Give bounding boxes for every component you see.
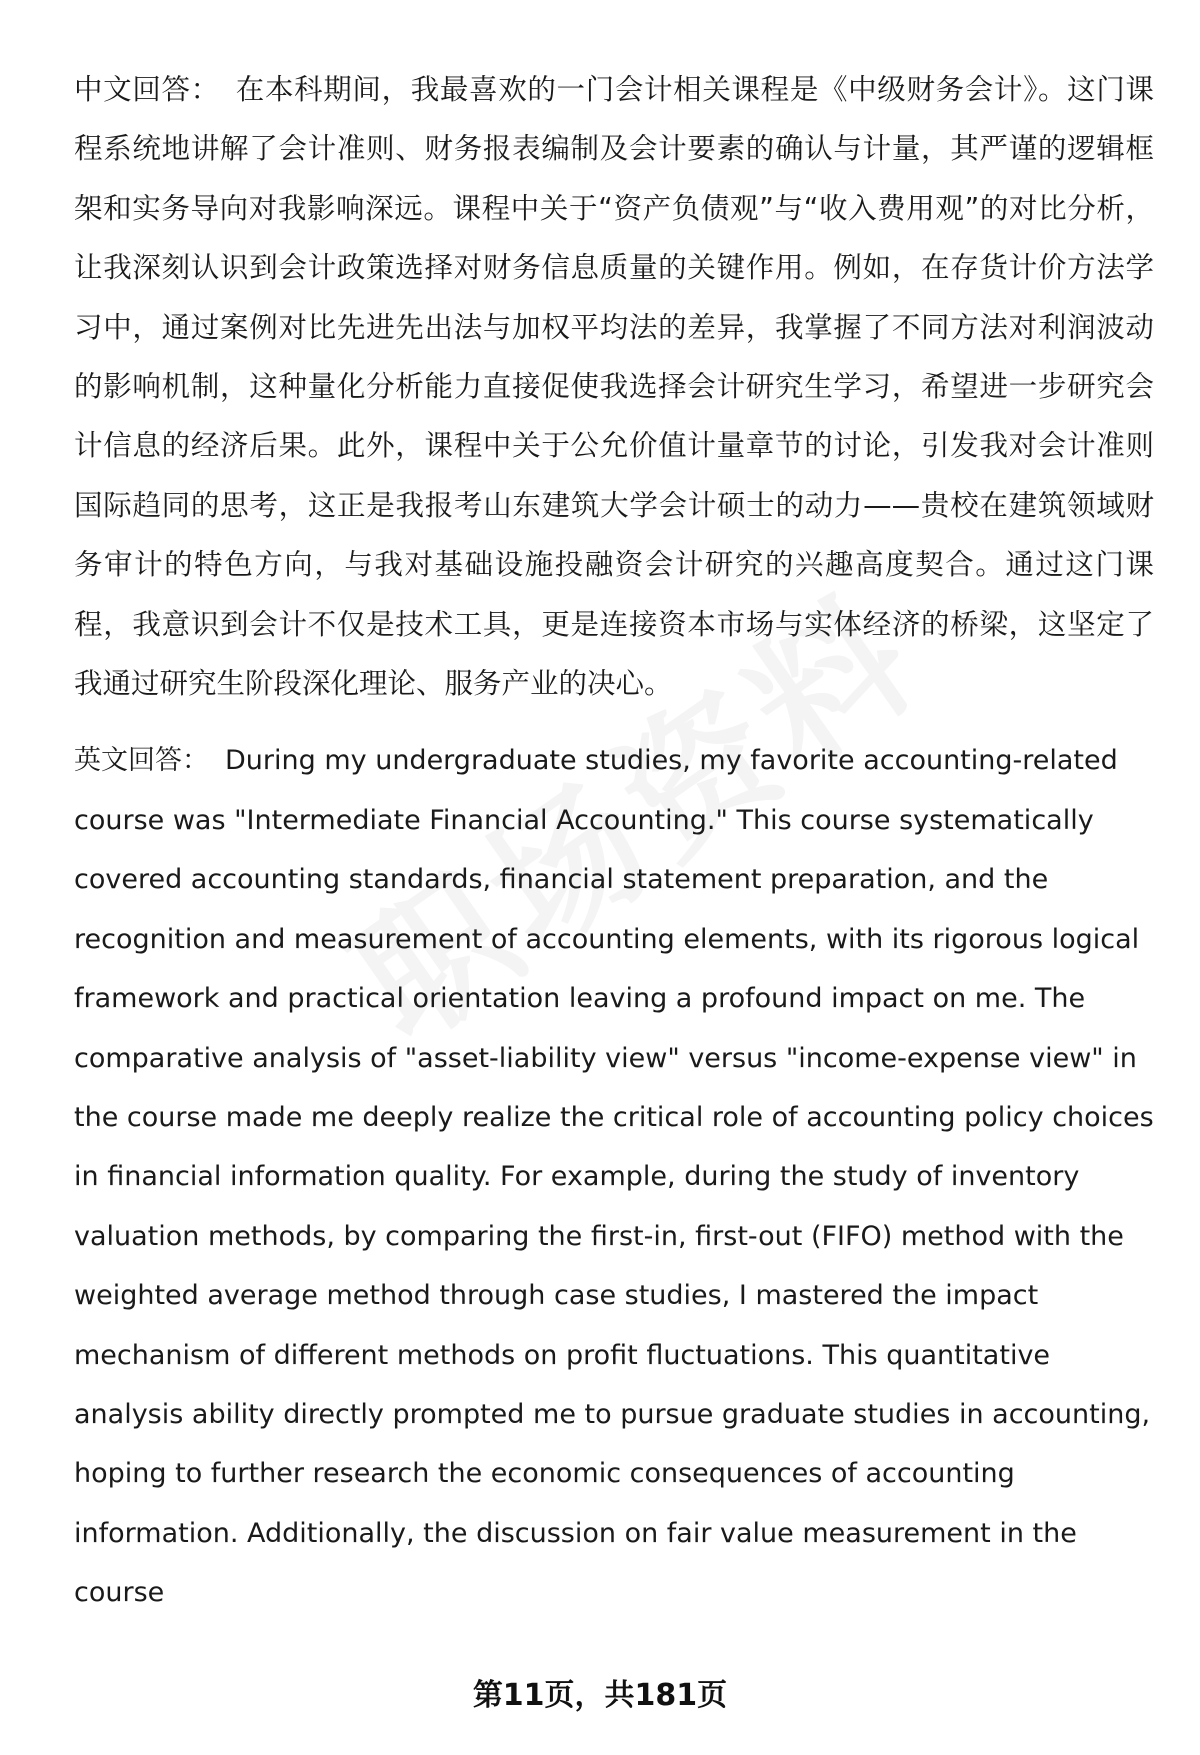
english-answer-paragraph — [74, 731, 1154, 1622]
english-answer-text: During my undergraduate studies, my favorite accounting-related course was "Intermediate Financial Accounting." This course systematically covered accounting standards, financial statement preparation, and the recognition and measurement of accounting elements, with its rigorous logical framework and practical orientation leaving a profound impact on me. The comparative analysis of "asset-liability view" versus "income-expense view" in the course made me deeply realize the critical role of accounting policy choices in financial information quality. For example, during the study of inventory valuation methods, by comparing the first-in, first-out (FIFO) method with the weighted average method through case studies, I mastered the impact mechanism of different methods on profit fluctuations. This quantitative analysis ability directly prompted me to pursue graduate studies in accounting, hoping to further research the economic consequences of accounting information. Additionally, the discussion on fair value measurement in the course — [74, 745, 1154, 1609]
answer-content — [74, 60, 1154, 1641]
english-answer-label: 英文回答： — [74, 745, 209, 777]
chinese-answer-paragraph — [74, 60, 1154, 713]
chinese-answer-text: 在本科期间，我最喜欢的一门会计相关课程是《中级财务会计》。这门课程系统地讲解了会计准则、财务报表编制及会计要素的确认与计量，其严谨的逻辑框架和实务导向对我影响深远。课程中关于“资产负债观”与“收入费用观”的对比分析，让我深刻认识到会计政策选择对财务信息质量的关键作用。例如，在存货计价方法学习中，通过案例对比先进先出法与加权平均法的差异，我掌握了不同方法对利润波动的影响机制，这种量化分析能力直接促使我选择会计研究生学习，希望进一步研究会计信息的经济后果。此外，课程中关于公允价值计量章节的讨论，引发我对会计准则国际趋同的思考，这正是我报考山东建筑大学会计硕士的动力——贵校在建筑领域财务审计的特色方向，与我对基础设施投融资会计研究的兴趣高度契合。通过这门课程，我意识到会计不仅是技术工具，更是连接资本市场与实体经济的桥梁，这坚定了我通过研究生阶段深化理论、服务产业的决心。 — [74, 73, 1154, 701]
chinese-answer-label: 中文回答： — [74, 73, 220, 106]
page-number-footer: 第11页，共181页 — [472, 1678, 728, 1713]
